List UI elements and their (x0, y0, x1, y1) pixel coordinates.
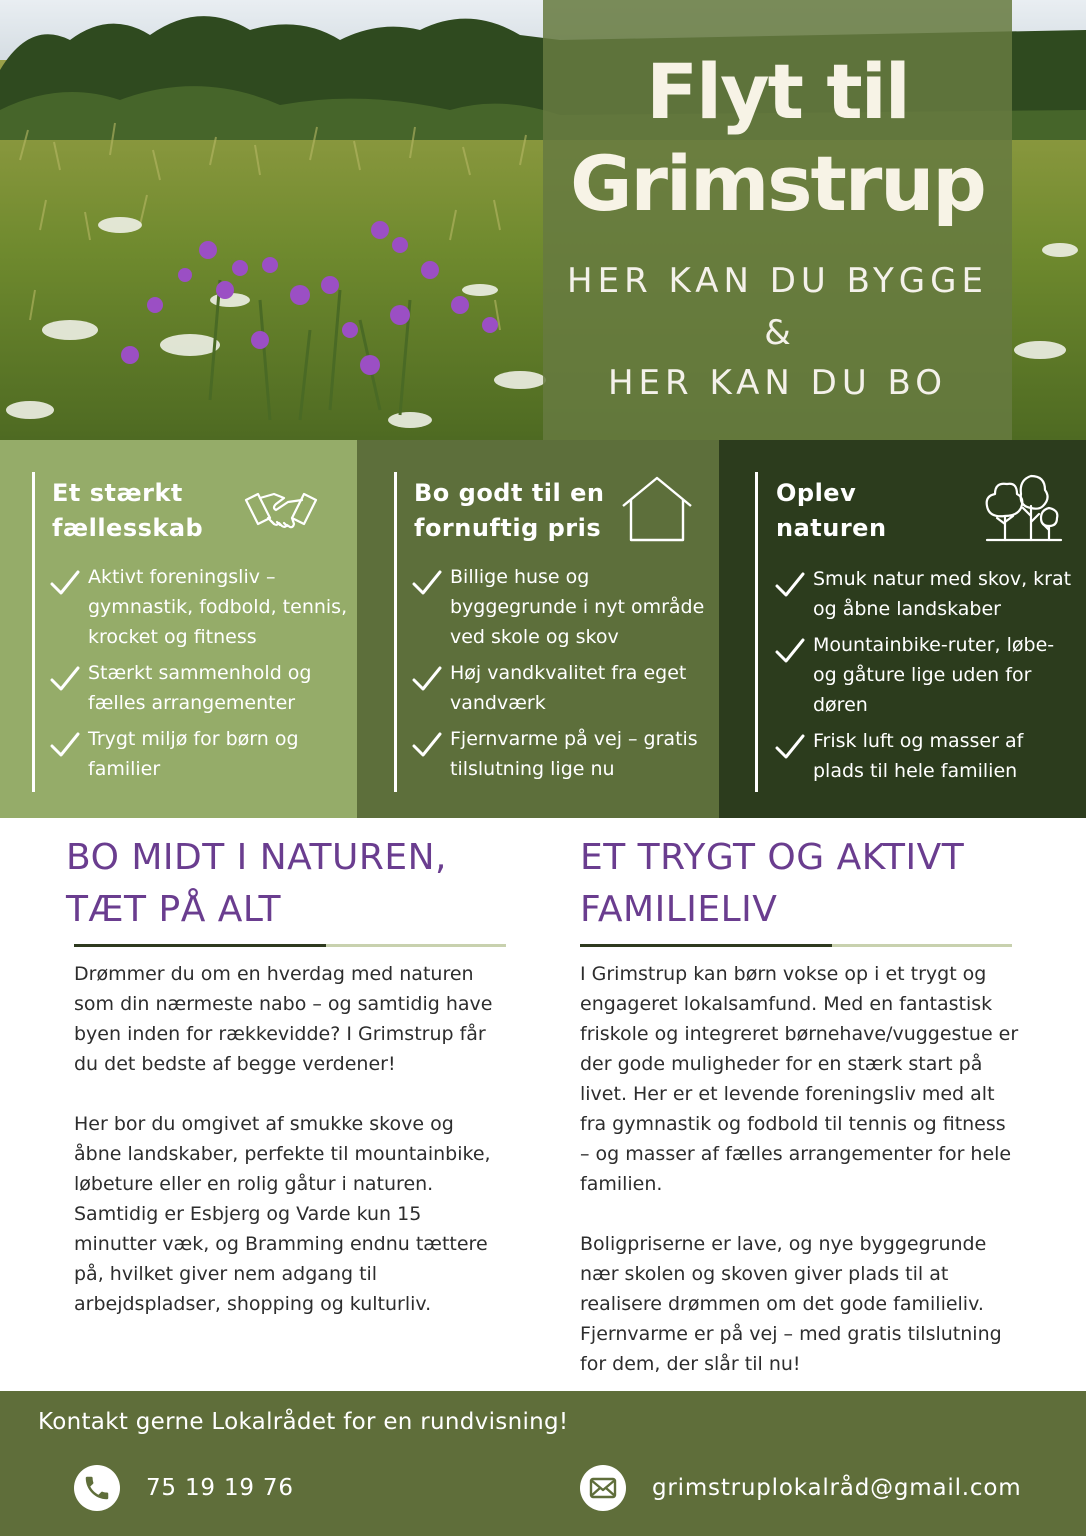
checkmark-icon (50, 666, 80, 692)
feature-list (775, 564, 1075, 792)
paragraph: Drømmer du om en hverdag med naturen som din nærmeste nabo – og samtidig have byen inden for rækkevidde? I Grimstrup får du det bedste af begge verdener! (74, 963, 493, 1075)
paragraph: I Grimstrup kan børn vokse op i et trygt og engageret lokalsamfund. Med en fantastisk friskole og integreret børnehave/vuggestue er der gode muligheder for en stærk start på livet. Her er et levende foreningsliv med alt fra gymnastik og fodbold til tennis og fitness – og masser af fælles arrangementer for hele familien. (580, 963, 1019, 1195)
divider (394, 472, 397, 792)
handshake-icon (244, 488, 318, 536)
list-item: Aktivt foreningsliv – gymnastik, fodbold, tennis, krocket og fitness (50, 562, 350, 652)
paragraph: Her bor du omgivet af smukke skove og åbne landskaber, perfekte til mountainbike, løbeture eller en rolig gåtur i naturen. Samtidig er Esbjerg og Varde kun 15 minutter væk, og Bramming endnu tættere på, hvilket giver nem adgang til arbejdspladser, shopping og kulturliv. (74, 1113, 491, 1315)
checkmark-icon (412, 570, 442, 596)
email-contact[interactable] (580, 1463, 1021, 1513)
divider (755, 472, 758, 792)
checkmark-icon (412, 732, 442, 758)
checkmark-icon (412, 666, 442, 692)
feature-columns (0, 440, 1086, 818)
feature-price (357, 440, 719, 818)
subtitle-ampersand: & (764, 313, 791, 353)
checkmark-icon (50, 732, 80, 758)
section-body (580, 959, 1020, 1379)
checkmark-icon (775, 734, 805, 760)
feature-title: Bo godt til en fornuftig pris (414, 479, 605, 542)
feature-list (50, 562, 350, 790)
section-family (580, 832, 1020, 1409)
list-item: Billige huse og byggegrunde i nyt område ved skole og skov (412, 562, 712, 652)
checkmark-icon (50, 570, 80, 596)
list-item: Høj vandkvalitet fra eget vandværk (412, 658, 712, 718)
list-item: Fjernvarme på vej – gratis tilslutning lige nu (412, 724, 712, 784)
section-rule (74, 944, 506, 947)
section-body (74, 959, 506, 1319)
list-item: Frisk luft og masser af plads til hele familien (775, 726, 1075, 786)
section-heading: BO MIDT I NATUREN, TÆT PÅ ALT (66, 837, 447, 930)
footer-cta: Kontakt gerne Lokalrådet for en rundvisning! (38, 1409, 569, 1435)
feature-nature (719, 440, 1086, 818)
email-address[interactable]: grimstruplokalråd@gmail.com (652, 1475, 1022, 1501)
paragraph: Boligpriserne er lave, og nye byggegrunde nær skolen og skoven giver plads til at realisere drømmen om det gode familieliv. Fjernvarme er på vej – med gratis tilslutning for dem, der slår til nu! (580, 1233, 1002, 1375)
feature-community (0, 440, 357, 818)
phone-contact[interactable] (74, 1463, 294, 1513)
list-item: Smuk natur med skov, krat og åbne landskaber (775, 564, 1075, 624)
contact-footer (0, 1391, 1086, 1536)
feature-title: Oplev naturen (776, 479, 887, 542)
section-rule (580, 944, 1012, 947)
trees-icon (983, 472, 1063, 544)
page-title: Flyt til Grimstrup (570, 47, 985, 228)
phone-number[interactable]: 75 19 19 76 (146, 1475, 294, 1501)
phone-icon (74, 1465, 120, 1511)
house-icon (621, 476, 693, 542)
hero-banner (0, 0, 1086, 440)
checkmark-icon (775, 572, 805, 598)
list-item: Trygt miljø for børn og familier (50, 724, 350, 784)
list-item: Stærkt sammenhold og fælles arrangementer (50, 658, 350, 718)
subtitle-line-1: HER KAN DU BYGGE (567, 261, 988, 301)
subtitle-line-2: HER KAN DU BO (607, 363, 948, 403)
title-panel (543, 0, 1012, 440)
section-nature (66, 832, 506, 1349)
envelope-icon (580, 1465, 626, 1511)
list-item: Mountainbike-ruter, løbe- og gåture lige uden for døren (775, 630, 1075, 720)
feature-list (412, 562, 712, 790)
divider (32, 472, 35, 792)
checkmark-icon (775, 638, 805, 664)
feature-title: Et stærkt fællesskab (52, 479, 204, 542)
section-heading: ET TRYGT OG AKTIVT FAMILIELIV (580, 837, 965, 930)
